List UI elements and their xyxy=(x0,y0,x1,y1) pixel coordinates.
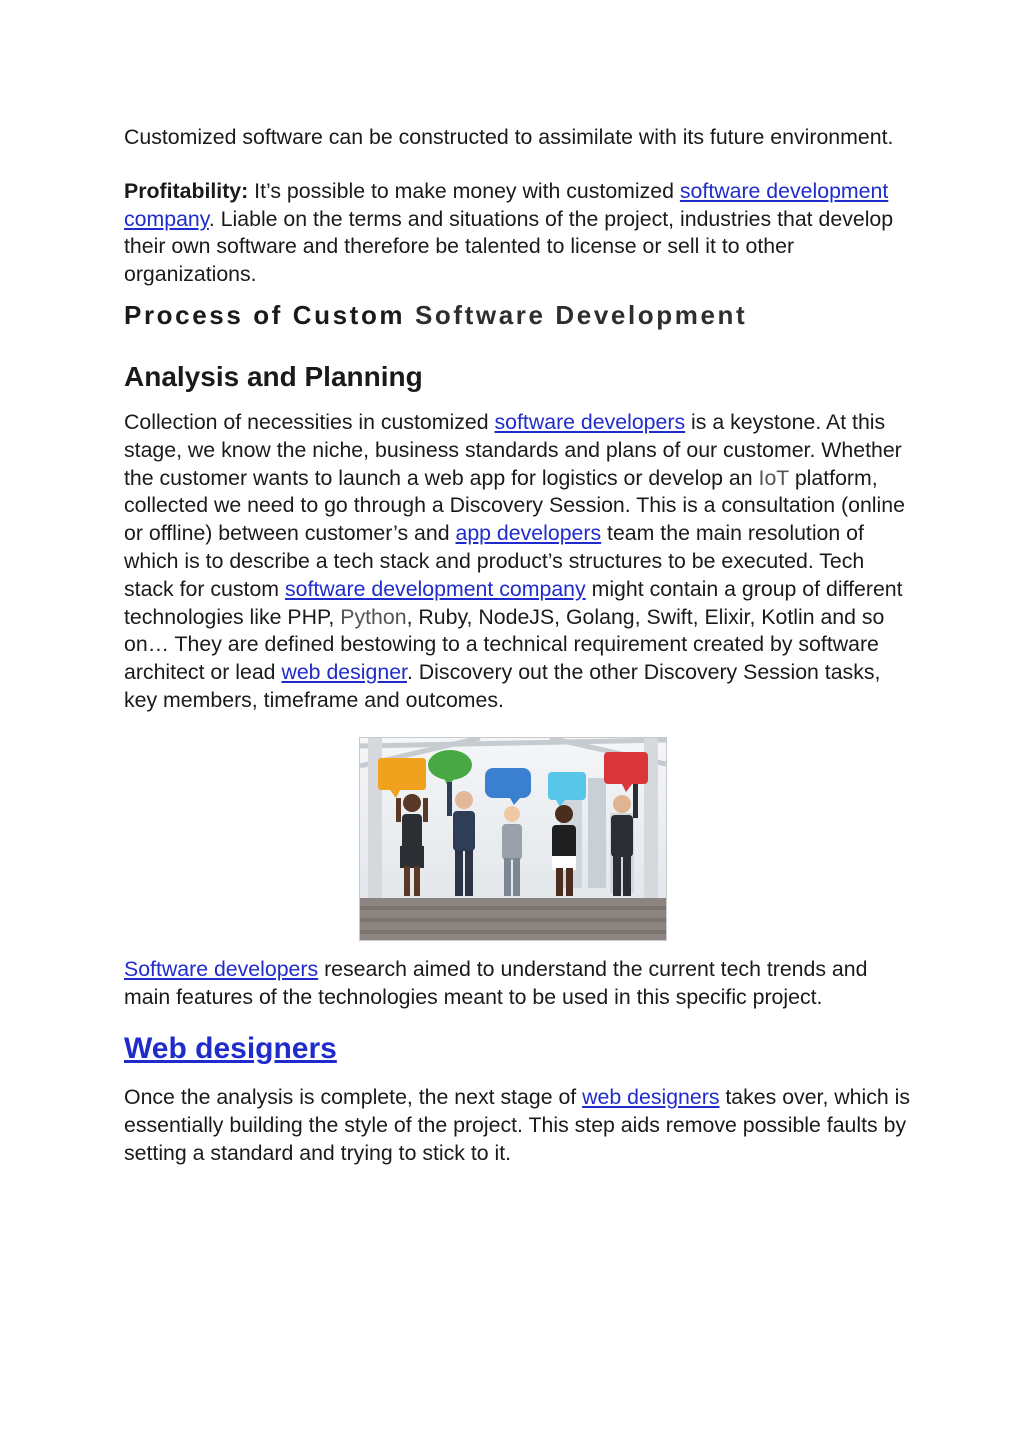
text-span: research aimed to understand the current tech trends and main features of the technologies meant to be used in this specific project. xyxy=(124,956,868,1009)
text-span: team the main resolution of which is to describe a tech stack and product’s structures to be executed. Tech stack for custom xyxy=(124,521,865,601)
paragraph-analysis xyxy=(124,409,914,715)
text-span: Once the analysis is complete, the next stage of xyxy=(124,1085,583,1110)
text-span: Collection of necessities in customized xyxy=(124,409,495,434)
heading-web-designers xyxy=(124,1031,914,1067)
heading-process-part2: Software Development xyxy=(414,299,748,330)
link-web-designers[interactable]: web designers xyxy=(582,1085,720,1110)
document-page xyxy=(124,124,914,1168)
text-span: It’s possible to make money with customized xyxy=(248,178,680,203)
profitability-label: Profitability: xyxy=(124,178,249,203)
link-software-development-company-2[interactable]: software development company xyxy=(284,576,586,601)
text-span: . Discovery out the other Discovery Session tasks, key members, timeframe and outcomes. xyxy=(124,660,881,712)
paragraph-web-design xyxy=(124,1084,914,1167)
team-photo-illustration xyxy=(360,738,666,940)
heading-process-part1: Process of Custom xyxy=(124,299,415,330)
text-span: takes over, which is essentially building the style of the project. This step aids remove possible faults by setting a standard and trying to stick to it. xyxy=(124,1085,911,1165)
text-span: is a keystone. At this stage, we know the niche, business standards and plans of our customer. Whether the customer wants to launch a web app for logistics or develop an xyxy=(124,409,902,490)
paragraph-research xyxy=(124,956,914,1012)
paragraph-intro xyxy=(124,124,914,152)
text-python: Python xyxy=(340,604,407,629)
text-span: platform, collected we need to go through a Discovery Session. This is a consultation (online or offline) between customer’s and xyxy=(124,465,905,546)
text-span: . Liable on the terms and situations of the project, industries that develop their own software and therefore be talented to license or sell it to other organizations. xyxy=(124,206,894,287)
link-software-development-company[interactable]: software development company xyxy=(124,178,889,231)
link-web-designer[interactable]: web designer xyxy=(281,660,407,685)
paragraph-profitability xyxy=(124,178,914,289)
text-iot: IoT xyxy=(758,465,789,490)
text-span: might contain a group of different technologies like PHP, xyxy=(124,576,903,629)
link-heading-web-designers[interactable]: Web designers xyxy=(124,1032,337,1066)
link-software-developers-2[interactable]: Software developers xyxy=(124,956,319,981)
heading-process xyxy=(124,297,914,333)
team-photo xyxy=(359,737,667,941)
link-app-developers[interactable]: app developers xyxy=(455,521,602,546)
link-software-developers[interactable]: software developers xyxy=(494,409,686,434)
paragraph-intro-text: Customized software can be constructed to assimilate with its future environment. xyxy=(124,125,894,149)
text-span: , Ruby, NodeJS, Golang, Swift, Elixir, Kotlin and so on… They are defined bestowing to a technical requirement created by software architect or lead xyxy=(124,604,885,685)
heading-analysis: Analysis and Planning xyxy=(124,360,423,392)
